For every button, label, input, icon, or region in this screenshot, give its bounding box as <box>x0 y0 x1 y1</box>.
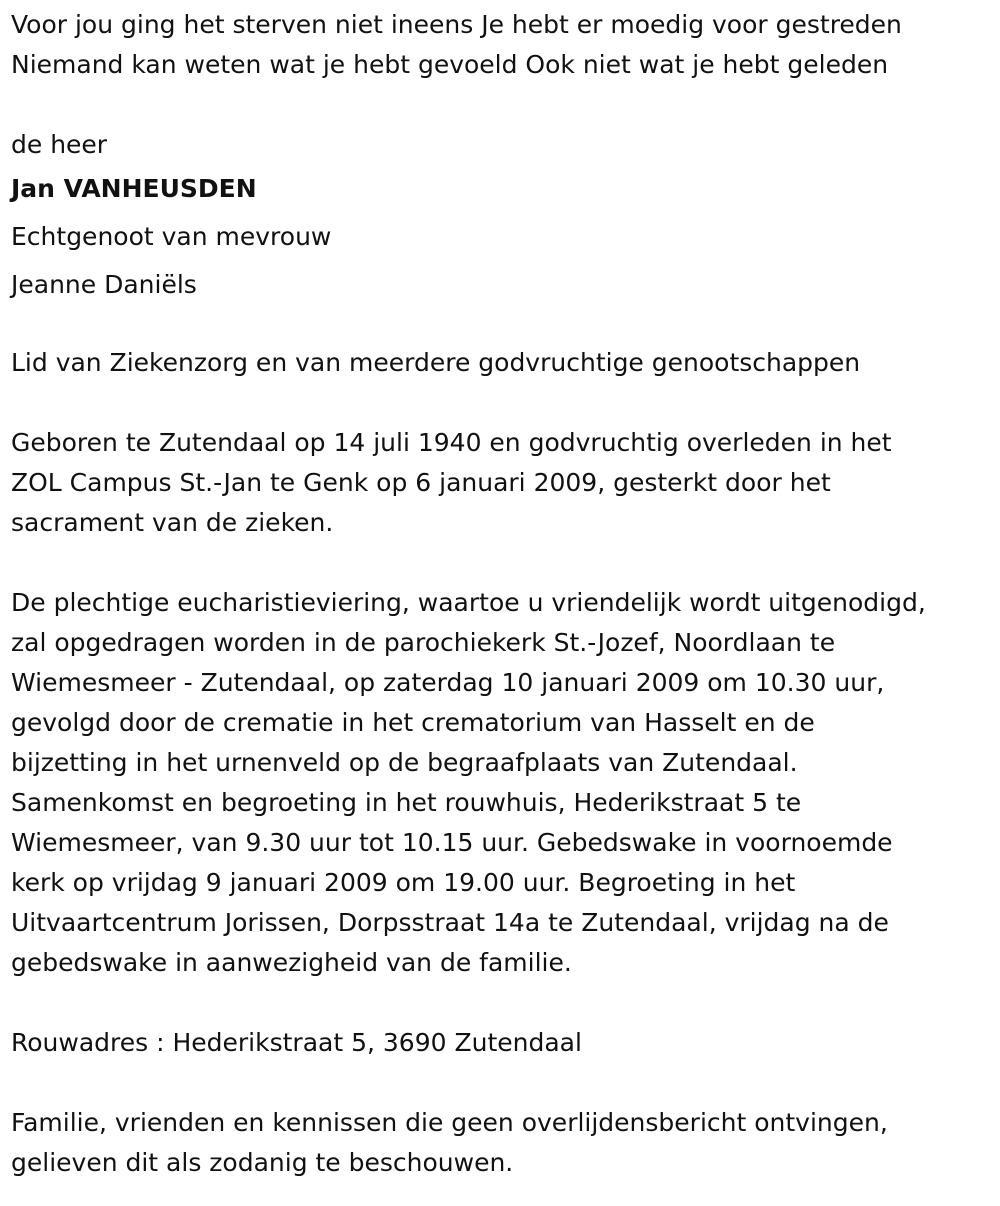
poem-block <box>11 5 996 85</box>
ceremony-paragraph <box>11 583 996 983</box>
poem-line: Niemand kan weten wat je hebt gevoeld Ook niet wat je hebt geleden <box>11 50 889 79</box>
spouse-label: Echtgenoot van mevrouw <box>11 222 332 251</box>
paragraph-line: gebedswake in aanwezigheid van de familie. <box>11 948 572 977</box>
paragraph-line: Geboren te Zutendaal op 14 juli 1940 en godvruchtig overleden in het <box>11 428 892 457</box>
mourning-address: Rouwadres : Hederikstraat 5, 3690 Zutendaal <box>11 1028 582 1057</box>
obituary-notice <box>11 0 996 1183</box>
paragraph-line: Uitvaartcentrum Jorissen, Dorpsstraat 14a te Zutendaal, vrijdag na de <box>11 908 889 937</box>
paragraph-line: bijzetting in het urnenveld op de begraafplaats van Zutendaal. <box>11 748 798 777</box>
deceased-name: Jan VANHEUSDEN <box>11 174 257 203</box>
paragraph-line: zal opgedragen worden in de parochiekerk St.-Jozef, Noordlaan te <box>11 628 836 657</box>
paragraph-line: sacrament van de zieken. <box>11 508 334 537</box>
paragraph-line: Samenkomst en begroeting in het rouwhuis, Hederikstraat 5 te <box>11 788 802 817</box>
paragraph-line: Wiemesmeer - Zutendaal, op zaterdag 10 januari 2009 om 10.30 uur, <box>11 668 885 697</box>
paragraph-line: ZOL Campus St.-Jan te Genk op 6 januari 2009, gesterkt door het <box>11 468 831 497</box>
paragraph-line: De plechtige eucharistieviering, waartoe u vriendelijk wordt uitgenodigd, <box>11 588 926 617</box>
paragraph-line: kerk op vrijdag 9 januari 2009 om 19.00 uur. Begroeting in het <box>11 868 796 897</box>
membership-text: Lid van Ziekenzorg en van meerdere godvruchtige genootschappen <box>11 348 861 377</box>
paragraph-line: Familie, vrienden en kennissen die geen overlijdensbericht ontvingen, <box>11 1108 888 1137</box>
closing-paragraph <box>11 1103 996 1183</box>
paragraph-line: Wiemesmeer, van 9.30 uur tot 10.15 uur. Gebedswake in voornoemde <box>11 828 893 857</box>
birth-death-paragraph <box>11 423 996 543</box>
paragraph-line: gelieven dit als zodanig te beschouwen. <box>11 1148 514 1177</box>
honorific: de heer <box>11 130 108 159</box>
paragraph-line: gevolgd door de crematie in het crematorium van Hasselt en de <box>11 708 815 737</box>
poem-line: Voor jou ging het sterven niet ineens Je hebt er moedig voor gestreden <box>11 10 902 39</box>
spouse-name: Jeanne Daniëls <box>11 270 197 299</box>
